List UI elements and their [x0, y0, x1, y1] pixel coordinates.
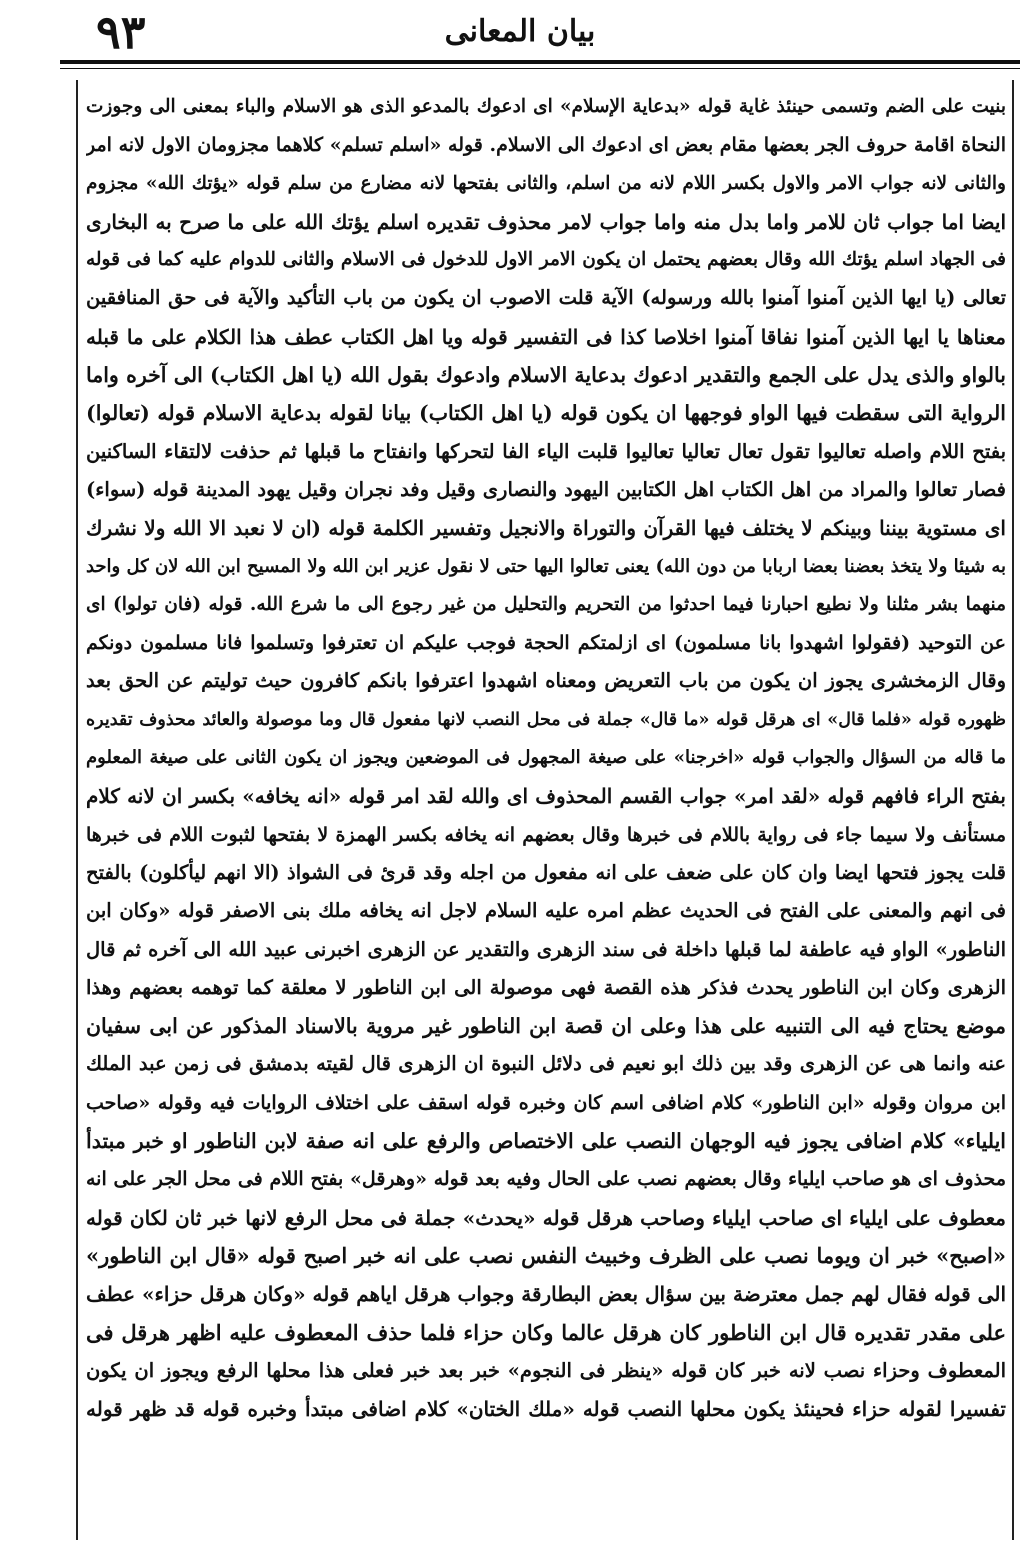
text-line: محذوف اى هو صاحب ايلياء وقال بعضهم نصب على الحال وفيه بعد قوله «وهرقل» بفتح اللام فى محل الجر على انه	[86, 1168, 1006, 1191]
text-line: اى مستوية بيننا وبينكم لا يختلف فيها القرآن والتوراة والانجيل وتفسير الكلمة قوله (ان لا نعبد الا الله ولا نشرك	[86, 516, 1006, 541]
text-line: بفتح اللام واصله تعاليوا تقول تعال تعاليا تعاليوا قلبت الياء الفا لتحركها وانفتاح ما قبلها ثم حذفت لالتقاء الساكنين	[86, 439, 1006, 463]
text-line: النحاة اقامة حروف الجر بعضها مقام بعض اى ادعوك الى الاسلام. قوله «اسلم تسلم» كلاهما مجزومان الاول لانه امر	[86, 134, 1006, 157]
text-line: على مقدر تقديره قال ابن الناطور كان هرقل عالما وكان حزاء فلما حذف المعطوف عليه اظهر هرقل فى	[86, 1319, 1006, 1345]
text-line: «اصبح» خبر ان ويوما نصب على الظرف وخبيث النفس نصب على انه خبر اصبح قوله «قال ابن الناطور»	[86, 1242, 1006, 1268]
text-line: عنه وانما هى عن الزهرى وقد بين ذلك ابو نعيم فى دلائل النبوة ان الزهرى قال لقيته بدمشق فى زمن عبد الملك	[86, 1052, 1006, 1076]
text-line: ايضا اما جواب ثان للامر واما بدل منه واما جواب لامر محذوف تقديره اسلم يؤتك الله على ما صرح به البخارى	[86, 209, 1006, 234]
text-line: بالواو والذى يدل على الجمع والتقدير ادعوك بدعاية الاسلام وادعوك بقول الله (يا اهل الكتاب) الى آخره واما	[86, 363, 1006, 388]
body-text	[86, 88, 1006, 1428]
text-line: فصار تعالوا والمراد من اهل الكتاب اهل الكتابين اليهود والنصارى وقيل وفد نجران وقيل يهود المدينة قوله (سواء)	[86, 477, 1006, 501]
text-line: فى انهم والمعنى على الفتح فى الحديث عظم امره عليه السلام لاجل انه يخافه ملك بنى الاصفر قوله «وكان ابن	[86, 899, 1006, 923]
running-title: بیان المعانی	[444, 14, 596, 49]
text-line: الناطور» الواو فيه عاطفة لما قبلها داخلة فى سند الزهرى والتقدير عن الزهرى اخبرنى عبيد الله الى آخره ثم قال	[86, 937, 1006, 961]
text-line: ظهوره قوله «فلما قال» اى هرقل قوله «ما قال» جملة فى محل النصب لانها مفعول قال وما موصولة والعائد محذوف تقديره	[86, 709, 1006, 730]
text-line: منهما بشر مثلنا ولا نطيع احبارنا فيما احدثوا من التحريم والتحليل من غير رجوع الى ما شرع الله. قوله (فان تولوا) اى	[86, 593, 1006, 615]
text-line: عن التوحيد (فقولوا اشهدوا بانا مسلمون) اى ازلمتكم الحجة فوجب عليكم ان تعترفوا وتسلموا فانا مسلمون دونكم	[86, 632, 1006, 655]
text-line: معناها يا ايها الذين آمنوا نفاقا آمنوا اخلاصا كذا فى التفسير قوله ويا اهل الكتاب عطف هذا الكلام على ما قبله	[86, 324, 1006, 349]
text-line: بفتح الراء فافهم قوله «لقد امر» جواب القسم المحذوف اى والله لقد امر قوله «انه يخافه» بكسر ان لانه كلام	[86, 784, 1006, 809]
text-line: بنيت على الضم وتسمى حينئذ غاية قوله «بدعاية الإسلام» اى ادعوك بالمدعو الذى هو الاسلام والباء بمعنى الى وجوزت	[86, 96, 1006, 117]
text-line: وقال الزمخشرى يجوز ان يكون من باب التعريض ومعناه اشهدوا اعترفوا بانكم كافرون حيث توليتم عن الحق بعد	[86, 669, 1006, 693]
header-rule-thick	[60, 60, 1020, 64]
text-line: المعطوف وحزاء نصب لانه خبر كان قوله «ينظر فى النجوم» خبر بعد خبر فعلى هذا محلها الرفع ويجوز ان يكون	[86, 1358, 1006, 1382]
text-line: تفسيرا لقوله حزاء فحينئذ يكون محلها النصب قوله «ملك الختان» كلام اضافى مبتدأ وخبره قوله قد ظهر قوله	[86, 1397, 1006, 1422]
text-line: مستأنف ولا سيما جاء فى رواية باللام فى خبرها وقال بعضهم انه يخافه بكسر الهمزة لا بفتحها لثبوت اللام فى خبرها	[86, 823, 1006, 846]
text-line: تعالى (يا ايها الذين آمنوا آمنوا بالله ورسوله) الآية قلت الاصوب ان يكون من باب التأكيد والآية فى حق المنافقين	[86, 286, 1006, 310]
page-number: ۹۳	[96, 5, 146, 59]
text-line: قلت يجوز فتحها ايضا وان كان على ضعف على انه مفعول من اجله وقد قرئ فى الشواذ (الا انهم ليأكلون) بالفتح	[86, 860, 1006, 884]
text-line: ما قاله من السؤال والجواب قوله «اخرجنا» على صيغة المجهول فى الموضعين ويجوز ان يكون الثانى على صيغة المعلوم	[86, 747, 1006, 769]
text-line: موضع يحتاج فيه الى التنبيه على هذا وعلى ان قصة ابن الناطور غير مروية بالاسناد المذكور عن ابى سفيان	[86, 1014, 1006, 1039]
text-line: فى الجهاد اسلم يؤتك الله وقال بعضهم يحتمل ان يكون الامر الاول للدخول فى الاسلام والثانى للدوام عليه كما فى قوله	[86, 249, 1006, 271]
text-line: ايلياء» كلام اضافى يجوز فيه الوجهان النصب على الاختصاص والرفع على انه صفة لابن الناطور او خبر مبتدأ	[86, 1129, 1006, 1154]
text-line: معطوف على ايلياء اى صاحب ايلياء وصاحب هرقل قوله «يحدث» جملة فى محل الرفع لانها خبر ثان لكان قوله	[86, 1205, 1006, 1230]
text-line: به شيئا ولا يتخذ بعضنا بعضا اربابا من دون الله) يعنى تعالوا اليها حتى لا نقول عزير ابن الله ولا المسيح ابن الله لان كل واحد	[86, 555, 1006, 577]
text-line: ابن مروان وقوله «ابن الناطور» كلام اضافى اسم كان وخبره قوله اسقف على اختلاف الروايات فيه وقوله «صاحب	[86, 1091, 1006, 1114]
header-rule-thin	[60, 68, 1020, 69]
text-line: الزهرى وكان ابن الناطور يحدث فذكر هذه القصة فهى موصولة الى ابن الناطور لا معلقة كما توهمه بعضهم وهذا	[86, 975, 1006, 999]
text-line: الرواية التى سقطت فيها الواو فوجهها ان يكون قوله (يا اهل الكتاب) بيانا لقوله بدعاية الاسلام قوله (تعالوا)	[86, 401, 1006, 426]
text-line: والثانى لانه جواب الامر والاول بكسر اللام لانه من اسلم، والثانى بفتحها لانه مضارع من سلم قوله «يؤتك الله» مجزوم	[86, 172, 1006, 194]
text-line: الى قوله فقال لهم جمل معترضة بين سؤال بعض البطارقة وجواب هرقل اياهم قوله «وكان هرقل حزاء» عطف	[86, 1282, 1006, 1307]
